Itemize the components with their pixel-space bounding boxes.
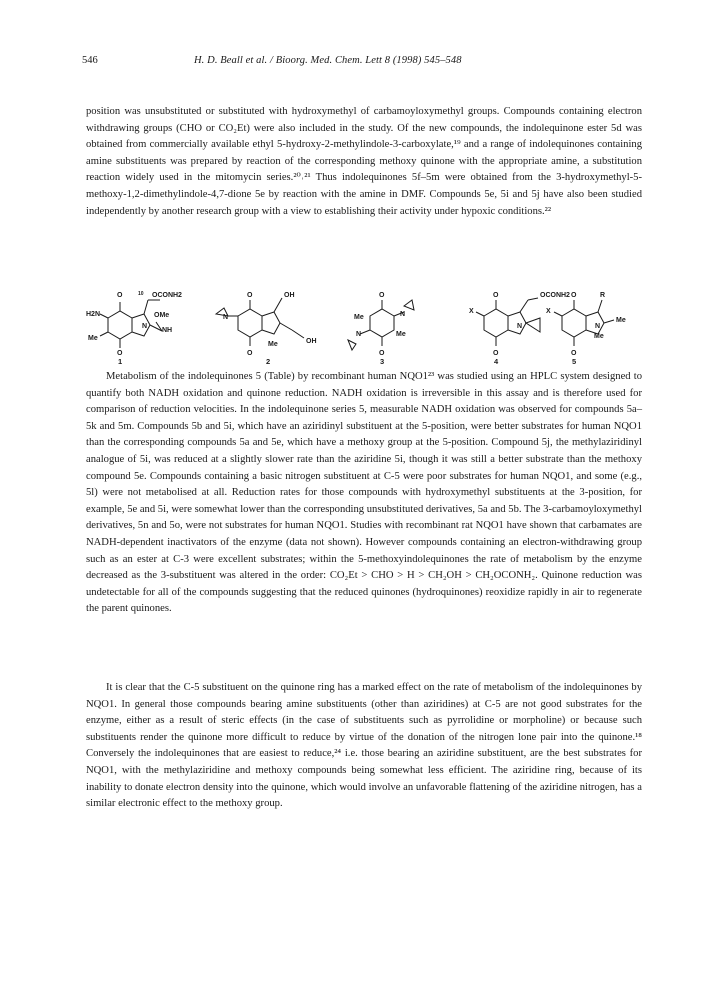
compound-1-structure	[100, 300, 162, 348]
svg-text:N: N	[400, 311, 406, 318]
svg-text:OMe: OMe	[154, 312, 170, 319]
svg-text:OCONH2: OCONH2	[540, 292, 570, 299]
svg-text:Me: Me	[616, 317, 626, 324]
svg-text:O: O	[247, 350, 253, 357]
svg-text:O: O	[247, 292, 253, 299]
svg-text:O: O	[493, 292, 499, 299]
svg-text:O: O	[571, 350, 577, 357]
svg-text:O: O	[117, 350, 123, 357]
svg-text:N: N	[223, 314, 229, 321]
svg-text:N: N	[517, 323, 523, 330]
svg-text:O: O	[379, 350, 385, 357]
svg-text:Me: Me	[594, 333, 604, 340]
svg-text:X: X	[546, 308, 551, 315]
svg-text:R: R	[600, 292, 606, 299]
svg-text:OH: OH	[284, 292, 295, 299]
compound-label-1: 1	[118, 357, 123, 364]
compound-label-3: 3	[380, 357, 385, 364]
svg-text:Me: Me	[88, 335, 98, 342]
paragraph-2	[86, 369, 642, 618]
svg-text:O: O	[117, 292, 123, 299]
svg-text:O: O	[493, 350, 499, 357]
chemical-structures-svg	[86, 286, 642, 364]
paragraph-1-text: position was unsubstituted or substituted with hydroxymethyl of carbamoyloxymethyl groups. Compounds containing electron withdrawing groups (CHO or CO₂Et) were also included in the study. Of the new compounds, the indolequinone ester 5d was obtained from commercially available ethyl 5-hydroxy-2-methylindole-3-carboxylate,¹⁹ and a range of indolequinones containing amine substituents was prepared by reaction of the corresponding methoxy quinone with the appropriate amine, a substitution reaction widely used in the mitomycin series.²⁰˒²¹ Thus indolequinones 5f–5m were obtained from the 3-hydroxymethyl-5-methoxy-1,2-dimethylindole-4,7-dione 5e by reaction with the amine in DMF. Compounds 5e, 5i and 5j have also been studied independently by another research group with a view to establishing their activity under hypoxic conditions.²²	[86, 106, 642, 217]
svg-text:N: N	[356, 331, 362, 338]
compound-label-4: 4	[494, 357, 499, 364]
journal-citation: H. D. Beall et al. / Bioorg. Med. Chem. Lett 8 (1998) 545–548	[194, 55, 462, 66]
svg-text:NH: NH	[162, 327, 173, 334]
compound-2-structure	[216, 298, 304, 346]
compound-3-structure	[348, 300, 414, 350]
svg-text:O: O	[571, 292, 577, 299]
svg-text:Me: Me	[396, 331, 406, 338]
paragraph-3	[86, 680, 642, 813]
svg-text:Me: Me	[268, 341, 278, 348]
svg-text:N: N	[142, 323, 148, 330]
compound-4-structure	[476, 298, 540, 346]
svg-text:OH: OH	[306, 338, 317, 345]
paragraph-1	[86, 104, 642, 220]
svg-text:X: X	[469, 308, 474, 315]
running-header	[82, 55, 642, 69]
svg-text:OCONH2: OCONH2	[152, 292, 182, 299]
paragraph-3-text: It is clear that the C-5 substituent on the quinone ring has a marked effect on the rate of metabolism of the indolequinones by NQO1. In general those compounds bearing amine substituents (other than aziridines) at C-5 are not good substrates for the enzyme, either as a result of steric effects (in the case of substituents such as pyrrolidine or morpholine) or because such substituents render the quinone more difficult to reduce by virtue of the donation of the nitrogen lone pair into the quinone.¹⁸ Conversely the indolequinones that are easiest to reduce,²⁴ i.e. those bearing an aziridine substituent, are the best substrates for NQO1, with the methylaziridine and methoxy compounds being somewhat less efficient. The aziridine ring, because of its inability to donate electron density into the quinone, which would involve an unfavorable flattening of the aziridine nitrogen, has a similar electronic effect to the methoxy group.	[86, 682, 642, 810]
paragraph-2-text: Metabolism of the indolequinones 5 (Table) by recombinant human NQO1²³ was studied using an HPLC system designed to quantify both NADH oxidation and quinone reduction. NADH oxidation is irreversible in this assay and is therefore used for comparison of reduction velocities. In the indolequinone series 5, measurable NADH oxidation was observed for compounds 5a–5k and 5m. Compounds 5b and 5i, which have an aziridinyl substituent at the 5-position, were better substrates for human NQO1 than the corresponding compounds 5a and 5e, which have a methoxy group at the 5-position. Compound 5j, the methylaziridinyl analogue of 5i, was reduced at a slightly slower rate than the aziridine 5i, though it was still a better substrate than the methoxy compound 5e. Compounds containing a basic nitrogen substituent at C-5 were poor substrates for human NQO1, and some (e.g., 5l) were not metabolised at all. Reduction rates for those compounds with hydroxymethyl substituents at the 3-position, for example, 5e and 5i, were somewhat lower than the corresponding unsubstituted derivatives, 5a and 5b. The 3-carbamoyloxymethyl derivatives, 5n and 5o, were not substrates for human NQO1. Studies with recombinant rat NQO1 have shown that carbamates are NADH-dependent inactivators of the enzyme (data not shown). However compounds containing an electron-withdrawing group such as an ester at C-3 were excellent substrates; within the 5-methoxyindolequinones the rate of metabolism by the enzyme decreased as the 3-substituent was altered in the order: CO₂Et > CHO > H > CH₂OH > CH₂OCONH₂. Quinone reduction was undetectable for all of the compounds suggesting that the reduced quinones (hydroquinones) reoxidize rapidly in air to regenerate the parent quinones.	[86, 371, 642, 615]
compound-5-structure	[554, 300, 614, 346]
svg-text:Me: Me	[354, 314, 364, 321]
svg-text:10: 10	[138, 291, 144, 297]
svg-text:N: N	[595, 323, 601, 330]
compound-label-2: 2	[266, 357, 271, 364]
structures-figure	[86, 286, 642, 364]
compound-label-5: 5	[572, 357, 577, 364]
svg-text:O: O	[379, 292, 385, 299]
svg-text:H2N: H2N	[86, 311, 101, 318]
page-number: 546	[82, 55, 98, 66]
